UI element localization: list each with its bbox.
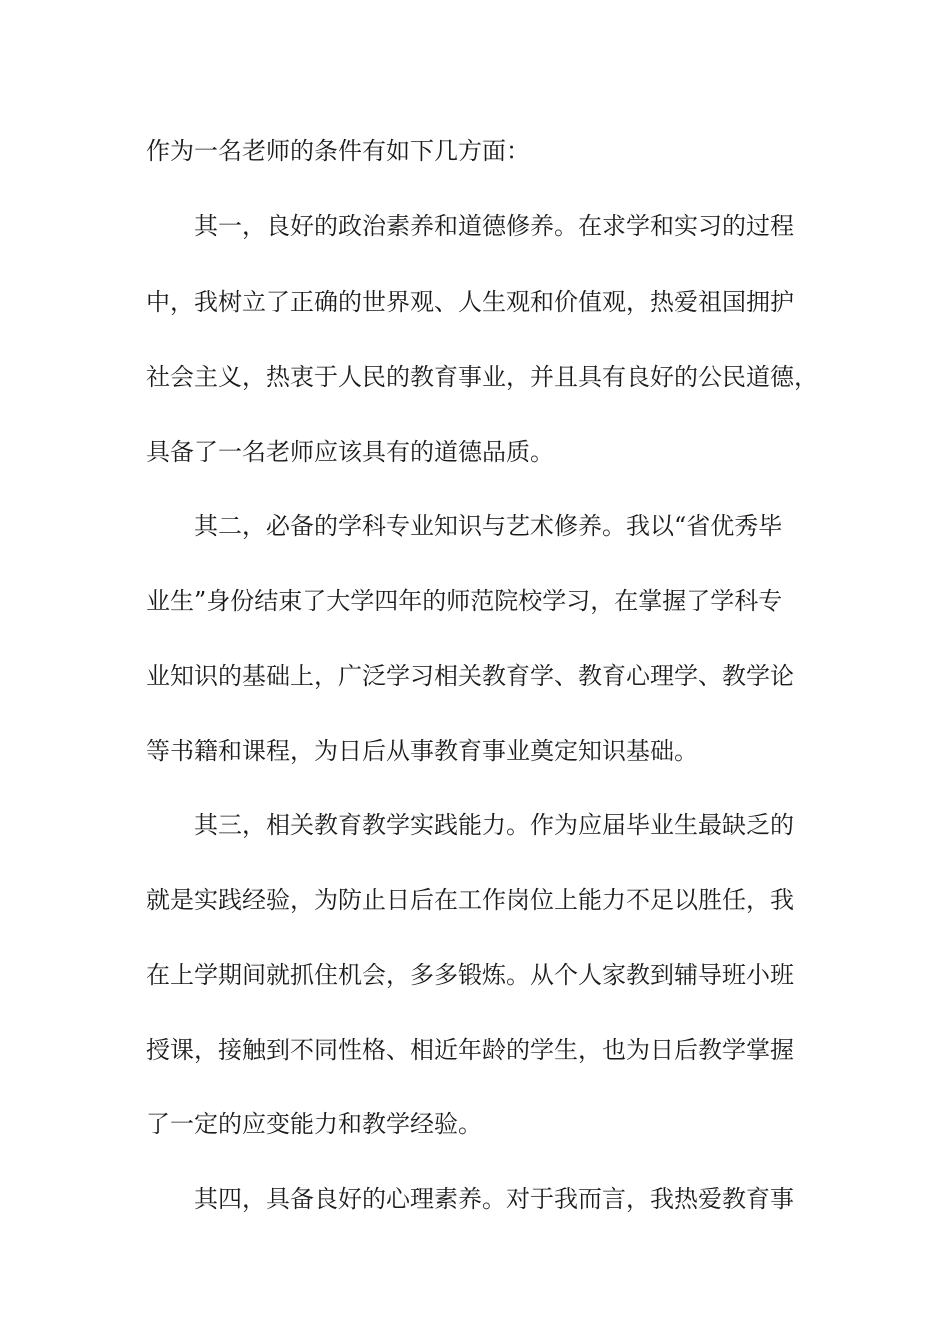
paragraph-2-line-1: 其二，必备的学科专业知识与艺术修养。我以“省优秀毕 (194, 512, 783, 540)
paragraph-2-line-4: 等书籍和课程，为日后从事教育事业奠定知识基础。 (146, 737, 698, 765)
paragraph-1-line-3: 社会主义，热衷于人民的教育事业，并且具有良好的公民道德， (146, 363, 818, 391)
paragraph-1-line-1: 其一，良好的政治素养和道德修养。在求学和实习的过程 (194, 212, 794, 240)
paragraph-2-line-3: 业知识的基础上，广泛学习相关教育学、教育心理学、教学论 (146, 662, 794, 690)
paragraph-2-line-2: 业生”身份结束了大学四年的师范院校学习，在掌握了学科专 (146, 587, 783, 615)
paragraph-3-line-2: 就是实践经验，为防止日后在工作岗位上能力不足以胜任，我 (146, 886, 794, 914)
paragraph-3-line-1: 其三，相关教育教学实践能力。作为应届毕业生最缺乏的 (194, 811, 794, 839)
paragraph-1-line-4: 具备了一名老师应该具有的道德品质。 (146, 438, 554, 466)
paragraph-4-line-1: 其四，具备良好的心理素养。对于我而言，我热爱教育事 (194, 1185, 794, 1213)
intro-line: 作为一名老师的条件有如下几方面： (146, 137, 530, 165)
paragraph-3-line-5: 了一定的应变能力和教学经验。 (146, 1110, 482, 1138)
paragraph-3-line-4: 授课，接触到不同性格、相近年龄的学生，也为日后教学掌握 (146, 1036, 794, 1064)
paragraph-1-line-2: 中，我树立了正确的世界观、人生观和价值观，热爱祖国拥护 (146, 288, 794, 316)
paragraph-3-line-3: 在上学期间就抓住机会，多多锻炼。从个人家教到辅导班小班 (146, 961, 794, 989)
